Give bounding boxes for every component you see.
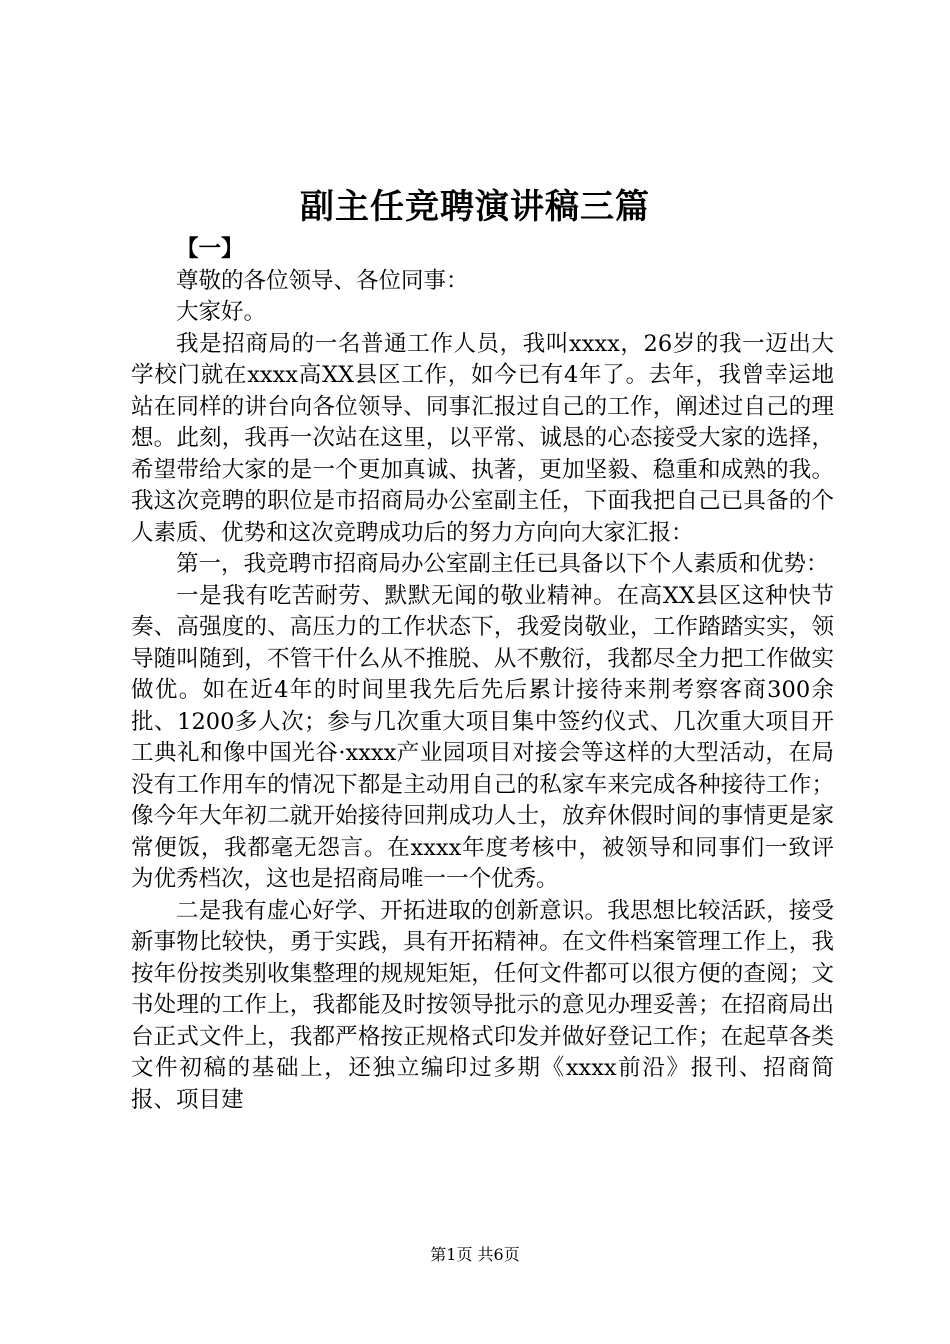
paragraph-innovation: 二是我有虚心好学、开拓进取的创新意识。我思想比较活跃，接受新事物比较快，勇于实践，具有开拓精神。在文件档案管理工作上，我按年份按类别收集整理的规规矩矩，任何文件都可以很方便的查阅；文书处理的工作上，我都能及时按领导批示的意见办理妥善；在招商局出台正式文件上，我都严格按正规格式印发并做好登记工作；在起草各类文件初稿的基础上，还独立编印过多期《xxxx前沿》报刊、招商简报、项目建 [131,897,834,1113]
document-body [131,234,834,1116]
page-number-footer: 第1页 共6页 [430,1245,520,1264]
paragraph-introduction: 我是招商局的一名普通工作人员，我叫xxxx，26岁的我一迈出大学校门就在xxxx高XX县区工作，如今已有4年了。去年，我曾幸运地站在同样的讲台向各位领导、同事汇报过自己的工作，阐述过自己的理想。此刻，我再一次站在这里，以平常、诚恳的心态接受大家的选择，希望带给大家的是一个更加真诚、执著，更加坚毅、稳重和成熟的我。我这次竞聘的职位是市招商局办公室副主任，下面我把自己已具备的个人素质、优势和这次竞聘成功后的努力方向向大家汇报： [131,330,834,546]
document-title: 副主任竞聘演讲稿三篇 [300,187,650,227]
section-mark: 【一】 [176,236,244,262]
paragraph-dedication: 一是我有吃苦耐劳、默默无闻的敬业精神。在高XX县区这种快节奏、高强度的、高压力的工作状态下，我爱岗敬业，工作踏踏实实，领导随叫随到，不管干什么从不推脱、从不敷衍，我都尽全力把工作做实做优。如在近4年的时间里我先后先后累计接待来荆考察客商300余批、1200多人次；参与几次重大项目集中签约仪式、几次重大项目开工典礼和像中国光谷·xxxx产业园项目对接会等这样的大型活动，在局没有工作用车的情况下都是主动用自己的私家车来完成各种接待工作；像今年大年初二就开始接待回荆成功人士，放弃休假时间的事情更是家常便饭，我都毫无怨言。在xxxx年度考核中，被领导和同事们一致评为优秀档次，这也是招商局唯一一个优秀。 [131,582,834,892]
salutation: 尊敬的各位领导、各位同事： [176,267,469,294]
paragraph-first-point: 第一，我竞聘市招商局办公室副主任已具备以下个人素质和优势： [176,551,829,577]
greeting: 大家好。 [176,299,267,325]
